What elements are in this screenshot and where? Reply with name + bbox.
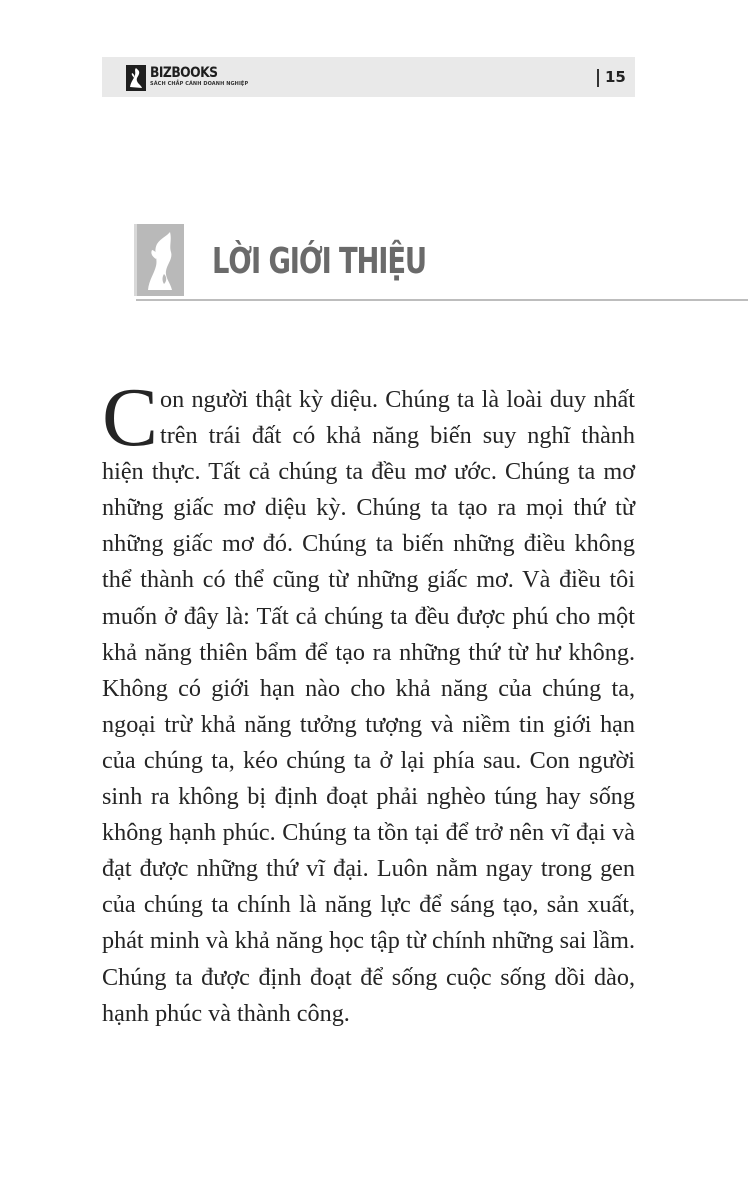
running-header <box>102 57 635 97</box>
page-number-divider <box>597 69 599 87</box>
paragraph-text: on người thật kỳ diệu. Chúng ta là loài duy nhất trên trái đất có khả năng biến suy nghĩ thành hiện thực. Tất cả chúng ta đều mơ ước. Chúng ta mơ những giấc mơ diệu kỳ. Chúng ta tạo ra mọi thứ từ những giấc mơ đó. Chúng ta biến những điều không thể thành có thể cũng từ những giấc mơ. Và điều tôi muốn ở đây là: Tất cả chúng ta đều được phú cho một khả năng thiên bẩm để tạo ra những thứ từ hư không. Không có giới hạn nào cho khả năng của chúng ta, ngoại trừ khả năng tưởng tượng và niềm tin giới hạn của chúng ta, kéo chúng ta ở lại phía sau. Con người sinh ra không bị định đoạt phải nghèo túng hay sống không hạnh phúc. Chúng ta tồn tại để trở nên vĩ đại và đạt được những thứ vĩ đại. Luôn nằm ngay trong gen của chúng ta chính là năng lực để sáng tạo, sản xuất, phát minh và khả năng học tập từ chính những sai lầm. Chúng ta được định đoạt để sống cuộc sống dồi dào, hạnh phúc và thành công. <box>102 386 635 1027</box>
page-number: 15 <box>605 68 626 86</box>
bizbooks-logo-icon <box>126 65 146 91</box>
chapter-title: LỜI GIỚI THIỆU <box>212 241 426 282</box>
title-underline <box>136 299 748 301</box>
body-paragraph <box>102 371 635 1032</box>
brand-name: BIZBOOKS <box>150 65 218 81</box>
brand-tagline: SÁCH CHẮP CÁNH DOANH NGHIỆP <box>150 81 249 87</box>
chapter-emblem-icon <box>134 224 184 296</box>
drop-cap: C <box>102 371 159 464</box>
